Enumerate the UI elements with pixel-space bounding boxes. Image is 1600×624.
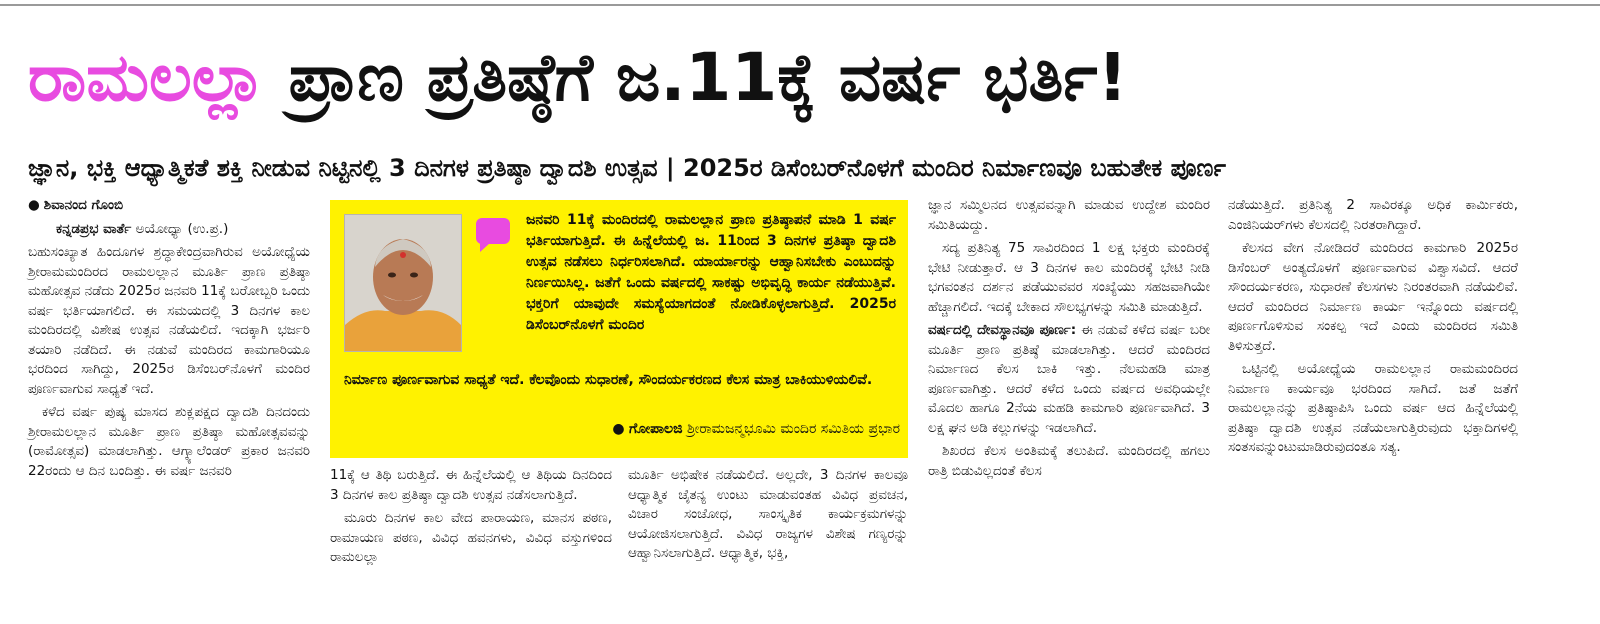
- speaker-photo: [344, 214, 462, 352]
- speech-bubble-icon: [476, 218, 510, 244]
- headline-highlight: ರಾಮಲಲ್ಲಾ: [28, 39, 266, 116]
- paragraph-text: ಈ ನಡುವೆ ಕಳೆದ ವರ್ಷ ಬರೀ ಮೂರ್ತಿ ಪ್ರಾಣ ಪ್ರತಿಷ್ಠೆ ಮಾಡಲಾಗಿತ್ತು. ಆದರೆ ಮಂದಿರದ ನಿರ್ಮಾಣದ ಕೆಲಸ ಬಾಕಿ ಇತ್ತು. ನೆಲಮಹಡಿ ಮಾತ್ರ ಪೂರ್ಣವಾಗಿತ್ತು. ಆದರೆ ಕಳೆದ ಒಂದು ವರ್ಷದ ಅವಧಿಯಲ್ಲೇ ಮೊದಲ ಹಾಗೂ 2ನೆಯ ಮಹಡಿ ಕಾಮಗಾರಿ ಪೂರ್ಣವಾಗಿದೆ. 3 ಲಕ್ಷ ಘನ ಅಡಿ ಕಲ್ಲುಗಳನ್ನು ಇಡಲಾಗಿದೆ.: [928, 322, 1210, 436]
- article-column-3: [628, 466, 908, 616]
- paragraph: ಒಟ್ಟಿನಲ್ಲಿ ಅಯೋಧ್ಯೆಯ ರಾಮಲಲ್ಲಾನ ರಾಮಮಂದಿರದ ನಿರ್ಮಾಣ ಕಾರ್ಯವೂ ಭರದಿಂದ ಸಾಗಿದೆ. ಜತೆ ಜತೆಗೆ ರಾಮಲಲ್ಲಾನನ್ನು ಪ್ರತಿಷ್ಠಾಪಿಸಿ ಒಂದು ವರ್ಷ ಆದ ಹಿನ್ನೆಲೆಯಲ್ಲಿ ಪ್ರತಿಷ್ಠಾ ದ್ವಾದಶಿ ಉತ್ಸವ ನಡೆಯಲಾಗುತ್ತಿರುವುದು ಭಕ್ತಾದಿಗಳಲ್ಲಿ ಸಂತಸವನ್ನುಂಟುಮಾಡಿರುವುದಂತೂ ಸತ್ಯ.: [1228, 361, 1518, 455]
- paragraph: ಕೆಲಸದ ವೇಗ ನೋಡಿದರೆ ಮಂದಿರದ ಕಾಮಗಾರಿ 2025ರ ಡಿಸೆಂಬರ್ ಅಂತ್ಯದೊಳಗೆ ಪೂರ್ಣವಾಗುವ ವಿಶ್ವಾಸವಿದೆ. ಆದರೆ ಸೌಂದರ್ಯಕರಣ, ಸುಧಾರಣೆ ಕೆಲಸಗಳು ನಿರಂತರವಾಗಿ ನಡೆಯಲಿವೆ. ಆದರೆ ಮಂದಿರದ ನಿರ್ಮಾಣ ಕಾರ್ಯ ಇನ್ನೊಂದು ವರ್ಷದಲ್ಲಿ ಪೂರ್ಣಗೊಳಿಸುವ ಸಂಕಲ್ಪ ಇದೆ ಎಂದು ಮಂದಿರದ ಸಮಿತಿ ತಿಳಿಸುತ್ತದೆ.: [1228, 240, 1518, 354]
- paragraph: ಶಿಖರದ ಕೆಲಸ ಅಂತಿಮಕ್ಕೆ ತಲುಪಿದೆ. ಮಂದಿರದಲ್ಲಿ ಹಗಲು ರಾತ್ರಿ ಬಿಡುವಿಲ್ಲದಂತೆ ಕೆಲಸ: [928, 443, 1210, 479]
- headline: [28, 34, 1588, 122]
- subheadline: ಜ್ಞಾನ, ಭಕ್ತಿ ಆಧ್ಯಾತ್ಮಿಕತೆ ಶಕ್ತಿ ನೀಡುವ ನಿಟ್ಟಿನಲ್ಲಿ 3 ದಿನಗಳ ಪ್ರತಿಷ್ಠಾ ದ್ವಾದಶಿ ಉತ್ಸವ | 2025ರ ಡಿಸೆಂಬರ್‌ನೊಳಗೆ ಮಂದಿರ ನಿರ್ಮಾಣವೂ ಬಹುತೇಕ ಪೂರ್ಣ: [28, 154, 1226, 182]
- portrait-image: [345, 215, 461, 351]
- article-column-5: [1228, 196, 1518, 616]
- byline-author: ● ಶಿವಾನಂದ ಗೊಂಬಿ: [28, 197, 124, 213]
- paragraph: ಮೂರು ದಿನಗಳ ಕಾಲ ವೇದ ಪಾರಾಯಣ, ಮಾನಸ ಪಠಣ, ರಾಮಾಯಣ ಪಠಣ, ವಿವಿಧ ಹವನಗಳು, ವಿವಿಧ ವಸ್ತುಗಳಿಂದ ರಾಮಲಲ್ಲಾ: [330, 510, 612, 565]
- top-rule: [0, 4, 1600, 6]
- dateline: [28, 220, 310, 240]
- bullet-icon: ●: [612, 421, 630, 437]
- paragraph: ಸದ್ಯ ಪ್ರತಿನಿತ್ಯ 75 ಸಾವಿರದಿಂದ 1 ಲಕ್ಷ ಭಕ್ತರು ಮಂದಿರಕ್ಕೆ ಭೇಟಿ ನೀಡುತ್ತಾರೆ. ಆ 3 ದಿನಗಳ ಕಾಲ ಮಂದಿರಕ್ಕೆ ಭೇಟಿ ನೀಡಿ ಭಗವಂತನ ದರ್ಶನ ಪಡೆಯುವವರ ಸಂಖ್ಯೆಯು ಸಹಜವಾಗಿಯೇ ಹೆಚ್ಚಾಗಲಿದೆ. ಇದಕ್ಕೆ ಬೇಕಾದ ಸೌಲಭ್ಯಗಳನ್ನು ಸಮಿತಿ ಮಾಡುತ್ತಿದೆ.: [928, 240, 1210, 315]
- headline-rest: ಪ್ರಾಣ ಪ್ರತಿಷ್ಠೆಗೆ ಜ.11ಕ್ಕೆ ವರ್ಷ ಭರ್ತಿ!: [265, 39, 1128, 116]
- bullet-icon: ●: [28, 197, 40, 213]
- article-column-1: [28, 196, 310, 616]
- paragraph: ಜ್ಞಾನ ಸಮ್ಮಿಲನದ ಉತ್ಸವವನ್ನಾಗಿ ಮಾಡುವ ಉದ್ದೇಶ ಮಂದಿರ ಸಮಿತಿಯದ್ದು.: [928, 197, 1210, 233]
- paragraph: ನಡೆಯುತ್ತಿದೆ. ಪ್ರತಿನಿತ್ಯ 2 ಸಾವಿರಕ್ಕೂ ಅಧಿಕ ಕಾರ್ಮಿಕರು, ಎಂಜಿನಿಯರ್‌ಗಳು ಕೆಲಸದಲ್ಲಿ ನಿರತರಾಗಿದ್ದಾರೆ.: [1228, 197, 1518, 233]
- pull-quote-box: [330, 200, 908, 458]
- quote-attr-name: ಗೋಪಾಲಜಿ: [629, 421, 683, 437]
- paragraph: [928, 321, 1210, 438]
- paragraph: 11ಕ್ಕೆ ಆ ತಿಥಿ ಬರುತ್ತಿದೆ. ಈ ಹಿನ್ನೆಲೆಯಲ್ಲಿ ಆ ತಿಥಿಯ ದಿನದಿಂದ 3 ದಿನಗಳ ಕಾಲ ಪ್ರತಿಷ್ಠಾ ದ್ವಾದಶಿ ಉತ್ಸವ ನಡೆಸಲಾಗುತ್ತಿದೆ.: [330, 467, 612, 503]
- quote-text-top: ಜನವರಿ 11ಕ್ಕೆ ಮಂದಿರದಲ್ಲಿ ರಾಮಲಲ್ಲಾನ ಪ್ರಾಣ ಪ್ರತಿಷ್ಠಾಪನೆ ಮಾಡಿ 1 ವರ್ಷ ಭರ್ತಿಯಾಗುತ್ತಿದೆ. ಈ ಹಿನ್ನೆಲೆಯಲ್ಲಿ ಜ. 11ರಿಂದ 3 ದಿನಗಳ ಪ್ರತಿಷ್ಠಾ ದ್ವಾದಶಿ ಉತ್ಸವ ನಡೆಸಲು ನಿರ್ಧರಿಸಲಾಗಿದೆ. ಯಾರ್ಯಾರನ್ನು ಆಹ್ವಾನಿಸಬೇಕು ಎಂಬುದನ್ನು ನಿರ್ಣಯಿಸಿಲ್ಲ. ಜತೆಗೆ ಒಂದು ವರ್ಷದಲ್ಲಿ ಸಾಕಷ್ಟು ಅಭಿವೃದ್ಧಿ ಕಾರ್ಯ ನಡೆಯುತ್ತಿವೆ. ಭಕ್ತರಿಗೆ ಯಾವುದೇ ಸಮಸ್ಯೆಯಾಗದಂತೆ ನೋಡಿಕೊಳ್ಳಲಾಗುತ್ತಿದೆ. 2025ರ ಡಿಸೆಂಬರ್‌ನೊಳಗೆ ಮಂದಿರ: [526, 212, 896, 333]
- quote-attribution: [490, 418, 900, 440]
- article-column-4: [928, 196, 1210, 616]
- dateline-place: ಅಯೋಧ್ಯಾ (ಉ.ಪ್ರ.): [131, 220, 229, 237]
- paragraph: ಮೂರ್ತಿ ಅಭಿಷೇಕ ನಡೆಯಲಿದೆ. ಅಲ್ಲದೇ, 3 ದಿನಗಳ ಕಾಲವೂ ಆಧ್ಯಾತ್ಮಿಕ ಚೈತನ್ಯ ಉಂಟು ಮಾಡುವಂತಹ ವಿವಿಧ ಪ್ರವಚನ, ವಿಚಾರ ಸಂಚೋಧ, ಸಾಂಸ್ಕೃತಿಕ ಕಾರ್ಯಕ್ರಮಗಳನ್ನು ಆಯೋಜಿಸಲಾಗುತ್ತಿದೆ. ವಿವಿಧ ರಾಜ್ಯಗಳ ವಿಶೇಷ ಗಣ್ಯರನ್ನು ಆಹ್ವಾನಿಸಲಾಗುತ್ತಿದೆ. ಆಧ್ಯಾತ್ಮಿಕ, ಭಕ್ತಿ,: [628, 467, 908, 561]
- section-subhead: ವರ್ಷದಲ್ಲಿ ದೇವಸ್ಥಾನವೂ ಪೂರ್ಣ:: [928, 322, 1077, 338]
- dateline-source: ಕನ್ನಡಪ್ರಭ ವಾರ್ತೆ: [56, 220, 132, 237]
- paragraph: ಬಹುಸಂಖ್ಯಾತ ಹಿಂದೂಗಳ ಶ್ರದ್ಧಾಕೇಂದ್ರವಾಗಿರುವ ಅಯೋಧ್ಯೆಯ ಶ್ರೀರಾಮಮಂದಿರದ ರಾಮಲಲ್ಲಾನ ಮೂರ್ತಿ ಪ್ರಾಣ ಪ್ರತಿಷ್ಠಾ ಮಹೋತ್ಸವ ನಡೆದು 2025ರ ಜನವರಿ 11ಕ್ಕೆ ಬರೋಬ್ಬರಿ ಒಂದು ವರ್ಷ ಭರ್ತಿಯಾಗಲಿದೆ. ಈ ಸಮಯದಲ್ಲಿ 3 ದಿನಗಳ ಕಾಲ ಮಂದಿರದಲ್ಲಿ ವಿಶೇಷ ಉತ್ಸವ ನಡೆಯಲಿದೆ. ಇದಕ್ಕಾಗಿ ಭರ್ಜರಿ ತಯಾರಿ ನಡೆದಿದೆ. ಈ ನಡುವೆ ಮಂದಿರದ ಕಾಮಗಾರಿಯೂ ಭರದಿಂದ ಸಾಗಿದ್ದು, 2025ರ ಡಿಸೆಂಬರ್‌ನೊಳಗೆ ಮಂದಿರ ಪೂರ್ಣವಾಗುವ ಸಾಧ್ಯತೆ ಇದೆ.: [28, 244, 310, 397]
- quote-text-bottom: ನಿರ್ಮಾಣ ಪೂರ್ಣವಾಗುವ ಸಾಧ್ಯತೆ ಇದೆ. ಕೆಲವೊಂದು ಸುಧಾರಣೆ, ಸೌಂದರ್ಯಕರಣದ ಕೆಲಸ ಮಾತ್ರ ಬಾಕಿಯುಳಿಯಲಿವೆ.: [344, 372, 873, 388]
- quote-attr-role: ಶ್ರೀರಾಮಜನ್ಮಭೂಮಿ ಮಂದಿರ ಸಮಿತಿಯ ಪ್ರಭಾರ: [682, 421, 900, 437]
- paragraph: ಕಳೆದ ವರ್ಷ ಪುಷ್ಯ ಮಾಸದ ಶುಕ್ಲಪಕ್ಷದ ದ್ವಾದಶಿ ದಿನದಂದು ಶ್ರೀರಾಮಲಲ್ಲಾನ ಮೂರ್ತಿ ಪ್ರಾಣ ಪ್ರತಿಷ್ಠಾ ಮಹೋತ್ಸವವನ್ನು (ರಾಮೋತ್ಸವ) ಮಾಡಲಾಗಿತ್ತು. ಆಗ್ಕ್ಯಾಲೆಂಡರ್ ಪ್ರಕಾರ ಜನವರಿ 22ರಂದು ಆ ದಿನ ಬಂದಿತ್ತು. ಈ ವರ್ಷ ಜನವರಿ: [28, 404, 310, 479]
- article-column-2: [330, 466, 612, 616]
